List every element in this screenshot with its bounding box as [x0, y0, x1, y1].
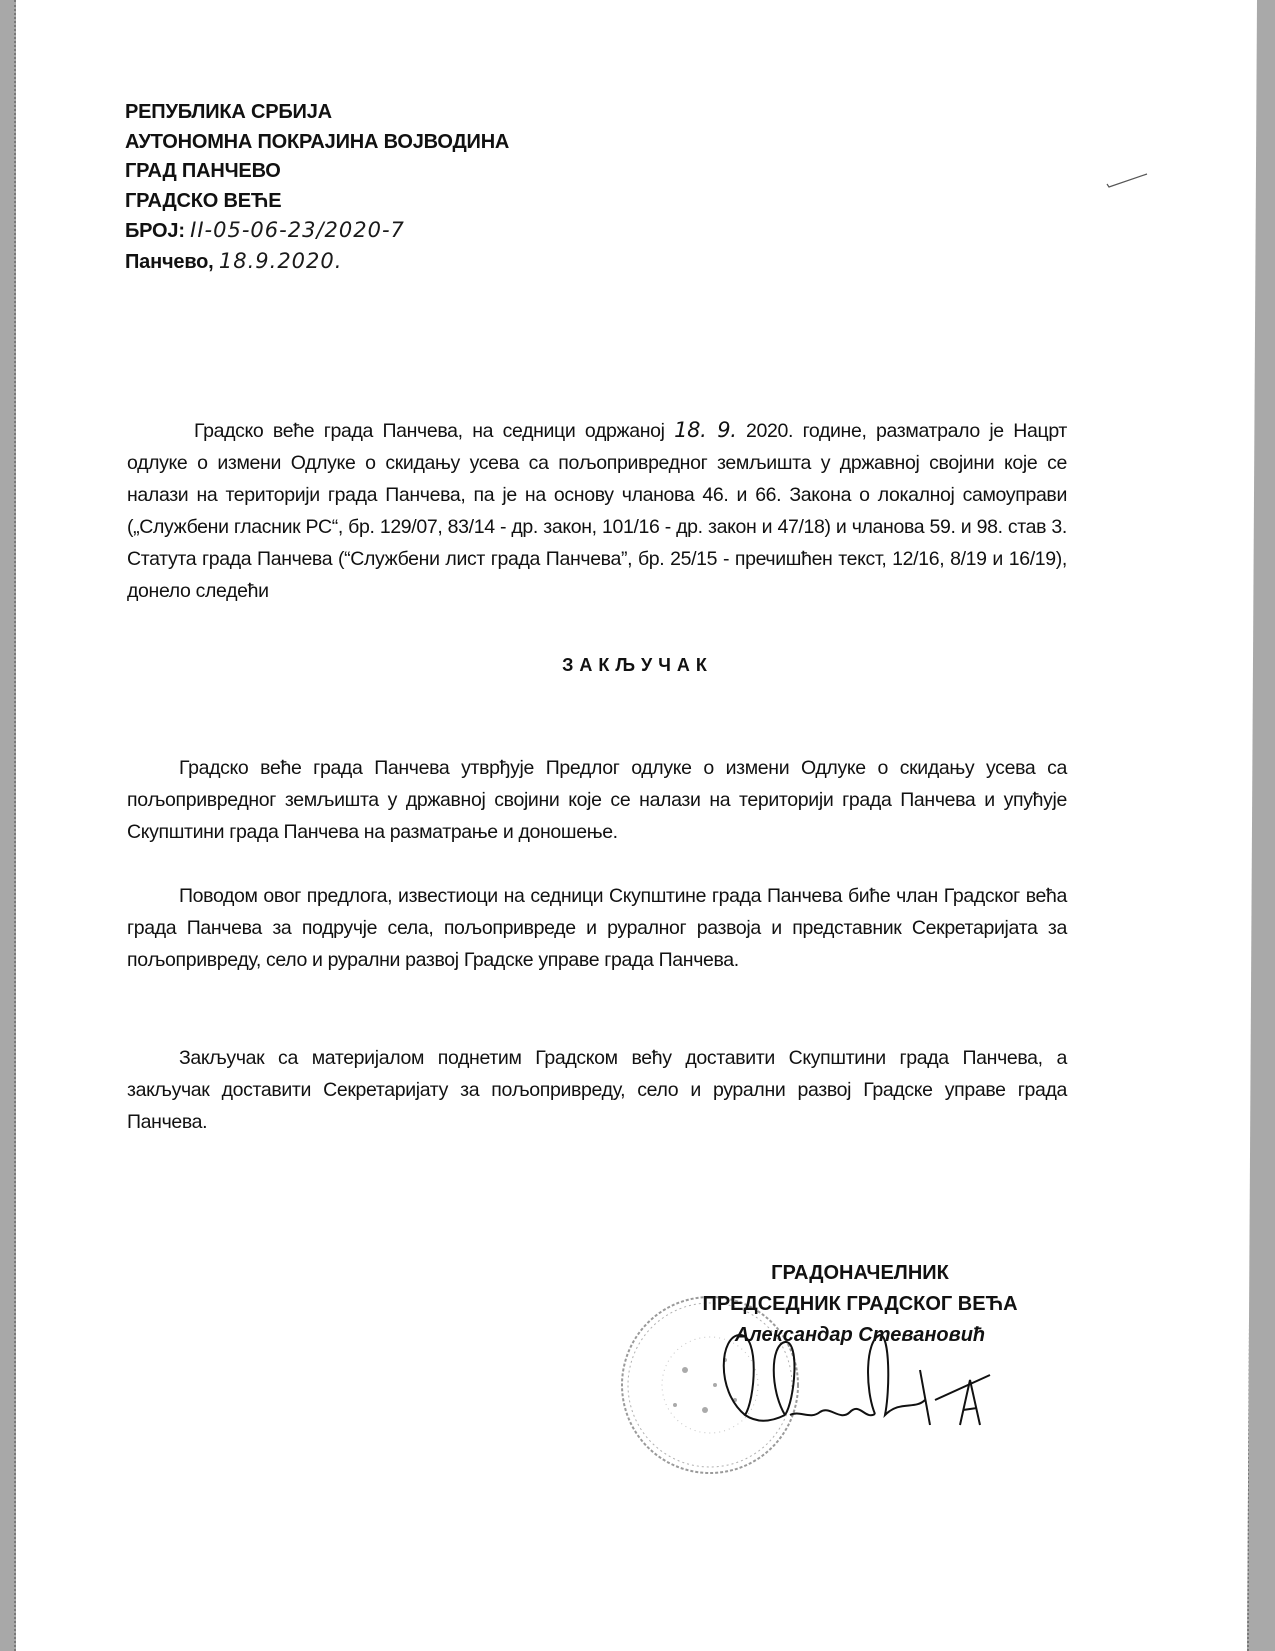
header-province: АУТОНОМНА ПОКРАЈИНА ВОЈВОДИНА	[125, 130, 510, 153]
conclusion-paragraph-3	[127, 1042, 1067, 1138]
preamble-handwritten-date: 18. 9.	[674, 418, 737, 442]
document-title: ЗАКЉУЧАК	[562, 655, 713, 675]
signatory-title-president: ПРЕДСЕДНИК ГРАДСКОГ ВЕЋА	[702, 1293, 1018, 1315]
number-label: БРОЈ:	[125, 220, 185, 242]
conclusion-paragraph-1	[127, 752, 1067, 848]
header-city: ГРАД ПАНЧЕВО	[125, 160, 281, 182]
date-value-handwritten: 18.9.2020.	[218, 248, 343, 273]
header-place-date	[125, 247, 509, 278]
scan-edge-left	[0, 0, 16, 1651]
header-body: ГРАДСКО ВЕЋЕ	[125, 189, 282, 212]
handwritten-signature-icon	[715, 1330, 995, 1440]
signatory-name: Александар Стевановић	[734, 1324, 986, 1346]
paragraph-text: Закључак са материјалом поднетим Градском већу доставити Скупштини града Панчева, а закључак доставити Секретаријату за пољопривреду, село и рурални развој Градске управе града Панчева.	[127, 1047, 1067, 1133]
number-value-handwritten: II-05-06-23/2020-7	[190, 218, 405, 242]
place-label: Панчево,	[125, 250, 214, 273]
paragraph-text: Поводом овог предлога, известиоци на седници Скупштине града Панчева биће члан Градског већа града Панчева за подручје села, пољопривреде и руралног развоја и представник Секретаријата за пољопривреду, село и рурални развој Градске управе града Панчева.	[127, 885, 1067, 971]
preamble-paragraph	[127, 414, 1067, 607]
header-country: РЕПУБЛИКА СРБИЈА	[125, 101, 332, 123]
document-header	[125, 98, 509, 277]
paragraph-text: Градско веће града Панчева утврђује Предлог одлуке о измени Одлуке о скидању усева са пољопривредног земљишта у државној својини које се налази на територији града Панчева и упућује Скупштини града Панчева на разматрање и доношење.	[127, 757, 1067, 843]
signatory-title-mayor: ГРАДОНАЧЕЛНИК	[771, 1262, 949, 1284]
header-number	[125, 216, 509, 247]
preamble-text-end: 2020. године, разматрало је Нацрт одлуке о измени Одлуке о скидању усева са пољопривредног земљишта у државној својини које се налази на територији града Панчева, па је на основу чланова 46. и 66. Закона о локалној самоуправи („Службени гласник РС“, бр. 129/07, 83/14 - др. закон, 101/16 - др. закон и 47/18) и чланова 59. и 98. став 3. Статута града Панчева (“Службени лист града Панчева”, бр. 25/15 - пречишћен текст, 12/16, 8/19 и 16/19), донело следећи	[127, 420, 1067, 602]
preamble-text-start: Градско веће града Панчева, на седници одржаној	[194, 420, 665, 442]
scan-edge-right	[1247, 0, 1275, 1651]
conclusion-paragraph-2	[127, 880, 1067, 976]
pen-tick-mark-icon	[1105, 172, 1149, 188]
